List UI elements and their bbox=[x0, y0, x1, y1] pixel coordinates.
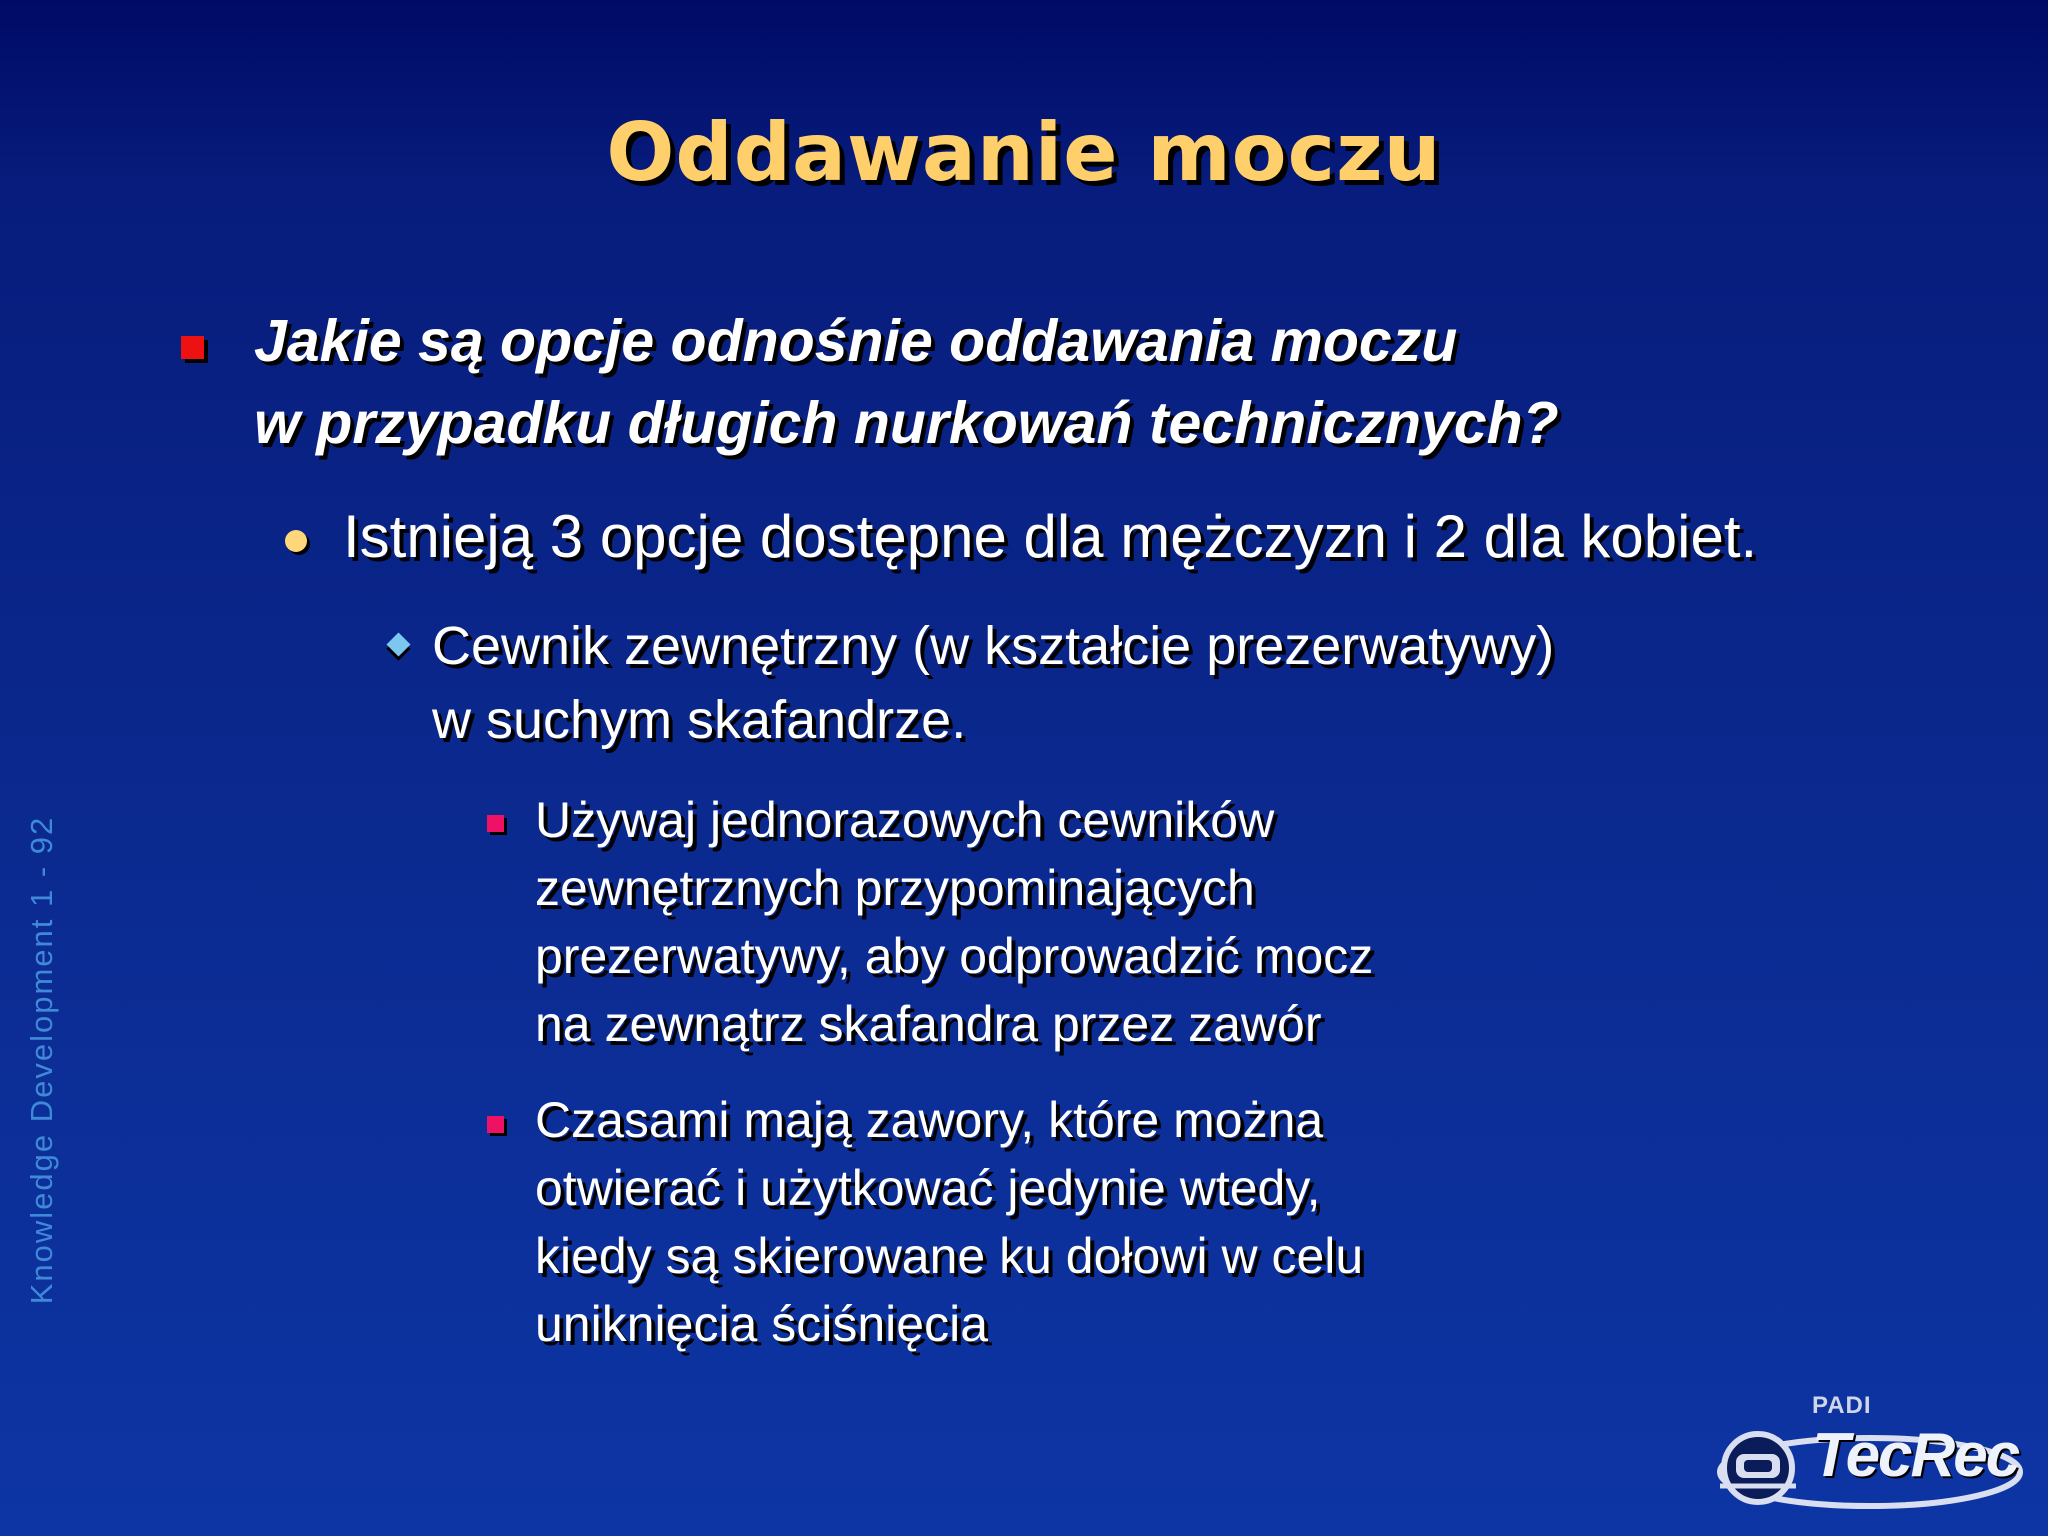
question-line: Jakie są opcje odnośnie oddawania moczu bbox=[254, 308, 1458, 374]
square-bullet-icon bbox=[487, 1116, 504, 1133]
detail-item bbox=[535, 786, 1535, 1058]
sub-point-line: Cewnik zewnętrzny (w kształcie prezerwatywy) bbox=[432, 616, 1555, 676]
sub-point-line: w suchym skafandrze. bbox=[432, 690, 967, 750]
detail-line: kiedy są skierowane ku dołowi w celu bbox=[535, 1228, 1364, 1284]
slide-title: Oddawanie moczu bbox=[606, 106, 1442, 199]
sub-point-text bbox=[432, 609, 1832, 757]
logo-wordmark: TecRec bbox=[1812, 1421, 2019, 1490]
square-bullet-icon bbox=[181, 336, 204, 359]
detail-line: zewnętrznych przypominających bbox=[535, 860, 1255, 916]
detail-line: uniknięcia ściśnięcia bbox=[535, 1296, 989, 1352]
answer-text: Istnieją 3 opcje dostępne dla mężczyzn i 2 dla kobiet. bbox=[343, 503, 1758, 570]
detail-line: otwierać i użytkować jedynie wtedy, bbox=[535, 1160, 1321, 1216]
question-text bbox=[254, 300, 1954, 464]
detail-line: Czasami mają zawory, które można bbox=[535, 1092, 1324, 1148]
detail-line: prezerwatywy, aby odprowadzić mocz bbox=[535, 928, 1374, 984]
detail-line: na zewnątrz skafandra przez zawór bbox=[535, 996, 1322, 1052]
question-line: w przypadku długich nurkowań technicznych? bbox=[254, 390, 1559, 456]
detail-line: Używaj jednorazowych cewników bbox=[535, 792, 1275, 848]
logo-brand: PADI bbox=[1812, 1392, 1872, 1419]
square-bullet-icon bbox=[487, 815, 504, 832]
slide-number-label: Knowledge Development 1 - 92 bbox=[24, 815, 59, 1305]
diamond-bullet-icon bbox=[386, 632, 410, 656]
dot-bullet-icon bbox=[285, 530, 307, 552]
detail-item bbox=[535, 1086, 1535, 1358]
